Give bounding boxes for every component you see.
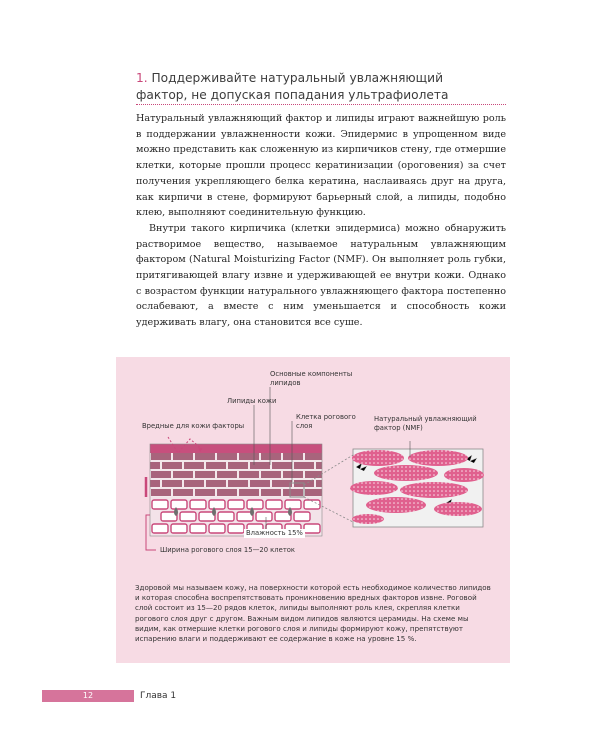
label-humidity: Влажность 15% [246, 529, 303, 537]
label-layer-width: Ширина рогового слоя 15—20 клеток [160, 546, 296, 554]
nmf-cell-texture-item [352, 514, 384, 524]
nmf-cell-texture-item [374, 465, 438, 481]
cell [190, 500, 206, 509]
nmf-cell-texture-item [434, 502, 482, 516]
nmf-cell-texture-item [350, 481, 398, 495]
nmf-cell-texture-item [352, 450, 404, 466]
label-lipid-components: Основные компоненты липидов [270, 370, 353, 387]
cell [294, 512, 310, 521]
section-number: 1. [136, 71, 148, 85]
cell [180, 512, 196, 521]
cell [171, 524, 187, 533]
page-number: 12 [82, 691, 94, 700]
page-number-bar [42, 690, 134, 702]
stratum-corneum-bricks [150, 453, 322, 497]
label-harmful-factors: Вредные для кожи факторы [142, 422, 245, 430]
cell [256, 512, 272, 521]
cell [218, 512, 234, 521]
cell [190, 524, 206, 533]
cell [152, 524, 168, 533]
cell [266, 500, 282, 509]
label-skin-lipids: Липиды кожи [227, 397, 277, 405]
section-heading-line-1 [136, 70, 506, 87]
cell [228, 500, 244, 509]
nmf-cell-texture-item [366, 497, 426, 513]
cell [304, 524, 320, 533]
section-heading-text-1: Поддерживайте натуральный увлажняющий [151, 71, 443, 85]
lipid-top-layer [150, 444, 322, 453]
paragraph-2: Внутри такого кирпичика (клетки эпидермиса) можно обнаружить растворимое вещество, называемое натуральным увлажняющим фактором (Natural Moisturizing Factor (NMF). Он выполняет роль губки, притягивающей влагу извне и удерживающей ее внутри кожи. Однако с возрастом функции натурального увлажняющего фактора постепенно ослабевают, а вместе с ним уменьшается и способность кожи удерживать влагу, она становится все суше. [136, 222, 506, 329]
paragraph-1: Натуральный увлажняющий фактор и липиды играют важнейшую роль в поддержании увлажненности кожи. Эпидермис в упрощенном виде можно представить как сложенную из кирпичиков стену, где отмершие клетки, которые прошли процесс кератинизации (ороговения) за счет получения укрепляющего белка кератина, наслаиваясь друг на друга, как кирпичи в стене, формируют барьерный слой, а липиды, подобно клею, выполняют соединительную функцию. [136, 113, 506, 219]
label-nmf: Натуральный увлажняющий фактор (NMF) [374, 415, 477, 432]
heading-divider [136, 104, 506, 105]
nmf-cell-texture-item [444, 468, 484, 482]
nmf-cell-texture-item [400, 482, 468, 498]
figure-caption: Здоровой мы называем кожу, на поверхности которой есть необходимое количество липидов и которая способна воспрепятствовать проникновению вредных факторов извне. Роговой слой состоит из 15—20 рядов клеток, липиды выполняют роль клея, скрепляя клетки рогового слоя друг с другом. Важным видом липидов являются церамиды. На схеме мы видим, как отмершие клетки рогового слоя и липиды формируют кожу, препятствуют испарению влаги и поддерживают ее содержание в коже на уровне 15 %. [135, 583, 491, 644]
cell [171, 500, 187, 509]
cell [247, 500, 263, 509]
cell [228, 524, 244, 533]
nmf-cell-texture-item [408, 450, 468, 466]
skin-cross-section [150, 444, 322, 537]
cell [209, 500, 225, 509]
cell [152, 500, 168, 509]
section-heading [136, 70, 506, 104]
label-stratum-cell: Клетка рогового слоя [296, 413, 356, 430]
body-text [136, 111, 506, 331]
section-heading-text-2: фактор, не допуская попадания ультрафиолета [136, 88, 449, 102]
chapter-label: Глава 1 [140, 691, 177, 701]
cell [209, 524, 225, 533]
cell [285, 500, 301, 509]
nmf-magnified-view [350, 449, 484, 527]
